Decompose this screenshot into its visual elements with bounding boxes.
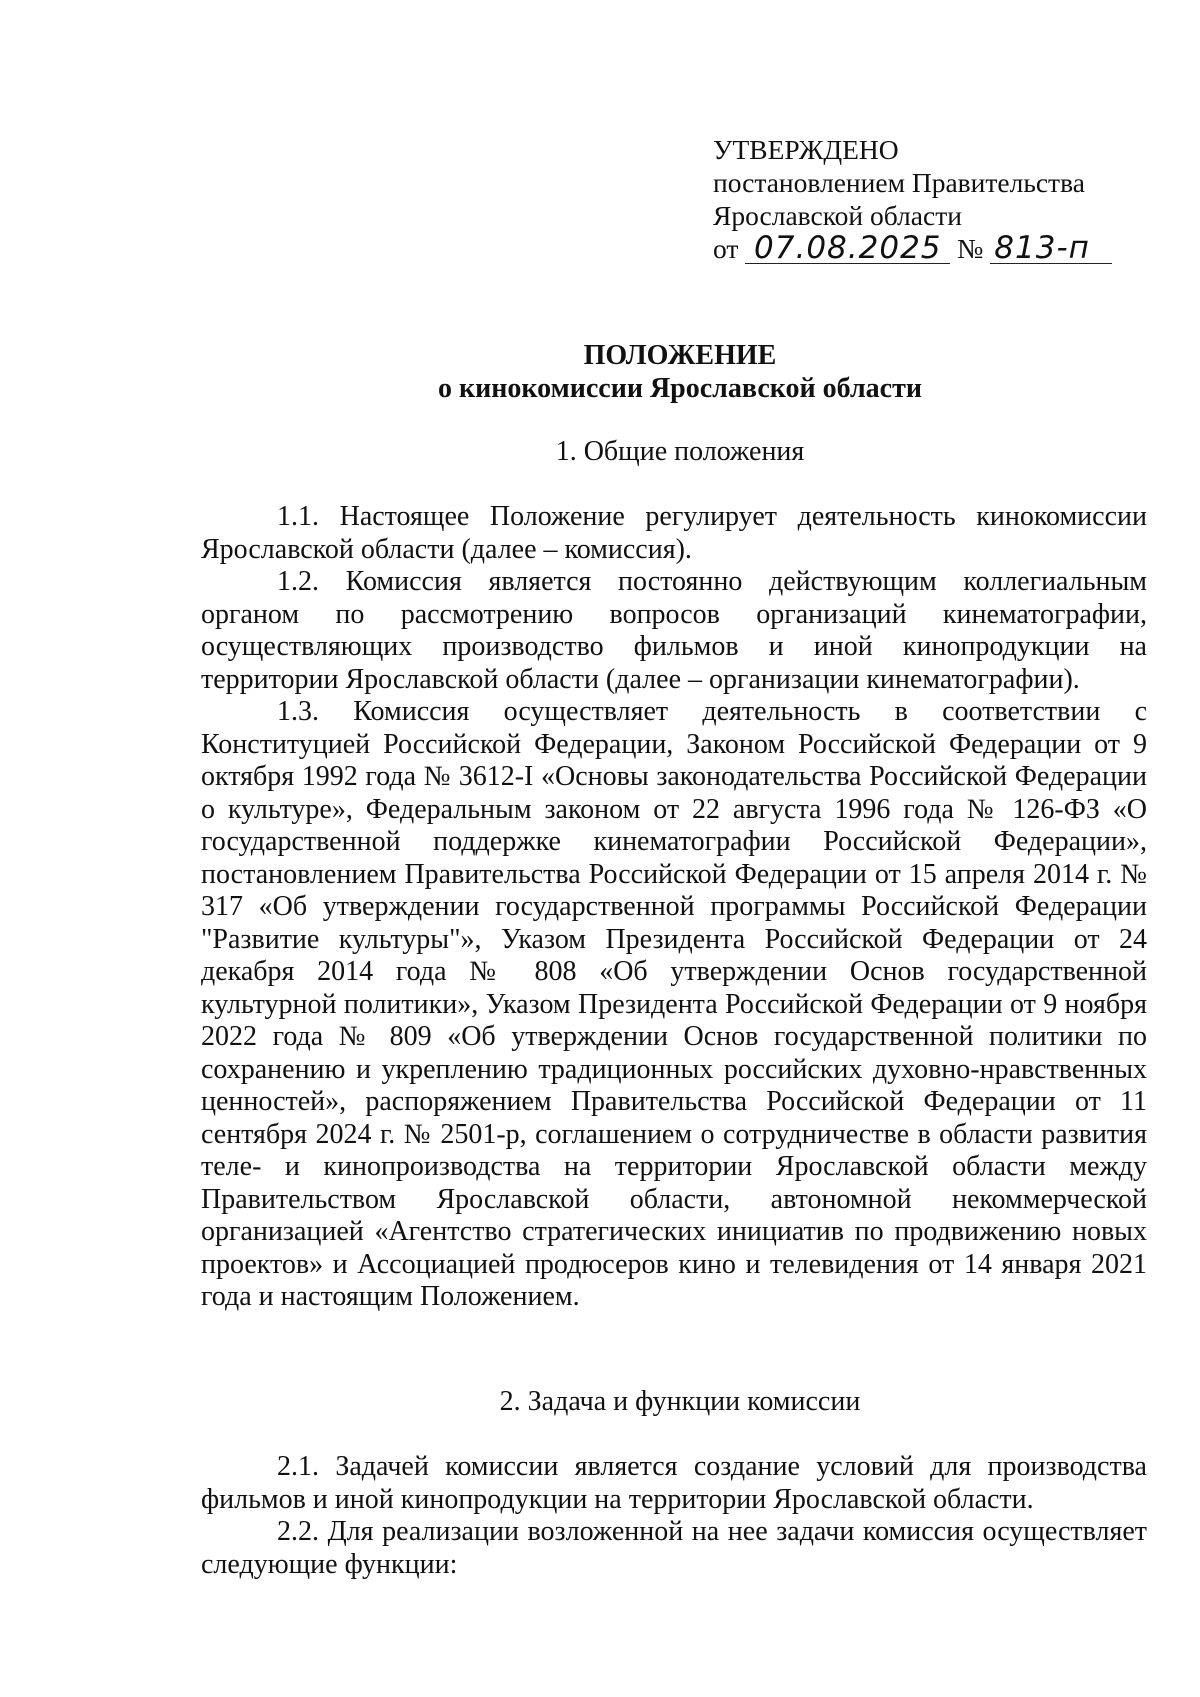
section-heading-tasks: 2. Задача и функции комиссии (499, 1386, 861, 1417)
date-prefix: от (713, 233, 739, 264)
paragraph-2-2: 2.2. Для реализации возложенной на нее задачи комиссия осуществляет следующие функции: (201, 1516, 1147, 1580)
approval-line-region: Ярославской области (713, 200, 962, 231)
approval-stamp (713, 133, 1133, 265)
paragraph-1-3: 1.3. Комиссия осуществляет деятельность в соответствии с Конституцией Российской Федерации, Законом Российской Федерации от 9 октября 1992 года № 3612-I «Основы законодательства Российской Федерации о культуре», Федеральным законом от 22 августа 1996 года № 126-ФЗ «О государственной поддержке кинематографии Российской Федерации», постановлением Правительства Российской Федерации от 15 апреля 2014 г. № 317 «Об утверждении государственной программы Российской Федерации "Развитие культуры"», Указом Президента Российской Федерации от 24 декабря 2014 года № 808 «Об утверждении Основ государственной культурной политики», Указом Президента Российской Федерации от 9 ноября 2022 года № 809 «Об утверждении Основ государственной политики по сохранению и укреплению традиционных российских духовно-нравственных ценностей», распоряжением Правительства Российской Федерации от 11 сентября 2024 г. № 2501-р, соглашением о сотрудничестве в области развития теле- и кинопроизводства на территории Ярославской области между Правительством Ярославской области, автономной некоммерческой организацией «Агентство стратегических инициатив по продвижению новых проектов» и Ассоциацией продюсеров кино и телевидения от 14 января 2021 года и настоящим Положением. (201, 696, 1147, 1312)
approval-date-number-line (713, 232, 1133, 265)
handwritten-date: 07.08.2025 (745, 233, 950, 264)
approval-line-resolution: постановлением Правительства (713, 167, 1085, 198)
handwritten-number: 813-п (990, 233, 1112, 264)
approval-heading: УТВЕРЖДЕНО (713, 134, 899, 165)
document-subtitle: о кинокомиссии Ярославской области (438, 373, 922, 404)
paragraph-1-2: 1.2. Комиссия является постоянно действующим коллегиальным органом по рассмотрению вопросов организаций кинематографии, осуществляющих производство фильмов и иной кинопродукции на территории Ярославской области (далее – организации кинематографии). (201, 566, 1147, 695)
paragraph-1-1: 1.1. Настоящее Положение регулирует деятельность кинокомиссии Ярославской области (далее – комиссия). (201, 501, 1147, 565)
section-body-tasks (201, 1451, 1147, 1581)
paragraph-2-1: 2.1. Задачей комиссии является создание условий для производства фильмов и иной кинопродукции на территории Ярославской области. (201, 1451, 1147, 1515)
section-body-general (201, 501, 1147, 1314)
number-sign: № (957, 233, 984, 264)
document-title: ПОЛОЖЕНИЕ (583, 340, 777, 371)
section-heading-general: 1. Общие положения (555, 436, 805, 467)
